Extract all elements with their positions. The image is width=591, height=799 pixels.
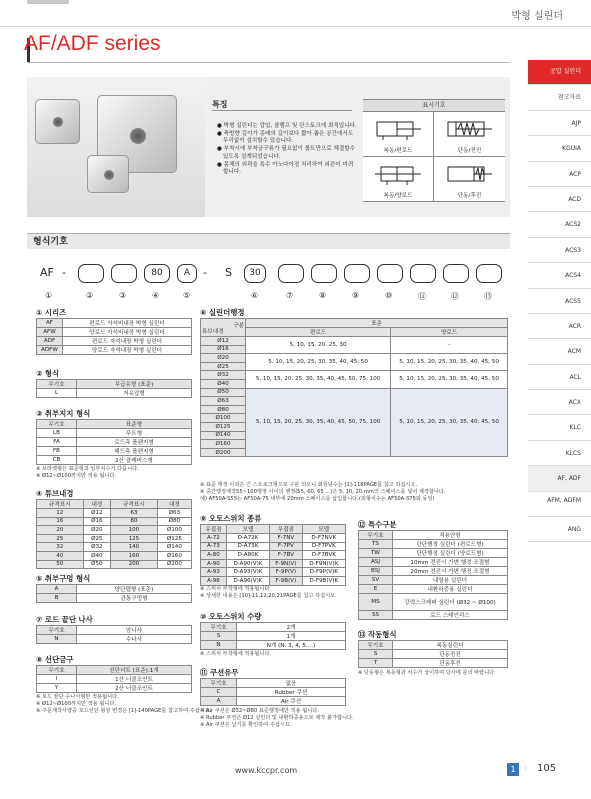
special-table: 무기호 적용안함 TS 단단행정 실린더 (편로드형) TW 단단행정 실린더 (양로드형) ASJ 10mm 전진시 가변 행정 조절형 BSJ 20mm 전진시 가변 행정 조절형 SV 내열용 실린더 E 내환하중용 실린더 MS 강력스크레퍼 실린더 (Ø32 ~ Ø100) SS 로드 스테인리스	[358, 530, 508, 620]
sidebar-item-af-adf[interactable]: AF, ADF	[528, 466, 591, 491]
cushion-note: ※ Air 쿠션은 Ø32~Ø80 표준행정에만 적용 됩니다.	[200, 708, 319, 714]
sidebar-item-klc[interactable]: KLC	[528, 415, 591, 440]
type-title: ② 형식	[36, 369, 60, 378]
features-list	[217, 123, 357, 177]
sidebar-item-acs3[interactable]: ACS3	[528, 238, 591, 263]
sidebar-item-acm[interactable]: ACM	[528, 339, 591, 364]
code-number: ③	[119, 291, 127, 300]
series-table: AF 편로드 자석비내장 박형 실린더 AFW 양로드 자석비내장 박형 실린더 ADF 편로드 자석내장 박형 실린더 ADFW 양로드 자석내장 박형 실린더	[36, 318, 192, 355]
title-underline	[27, 62, 510, 63]
sidebar-item-acd[interactable]: ACD	[528, 187, 591, 212]
rod-end-note: ※ Ø12~Ø100까지만 적용 됩니다.	[36, 701, 117, 707]
code-box-7	[278, 264, 304, 283]
code-dash: -	[62, 266, 66, 279]
page-number: 105	[537, 763, 557, 774]
code-box-12	[443, 264, 469, 283]
code-number: ⑧	[319, 291, 327, 300]
series-title: ① 시리즈	[36, 308, 67, 317]
switch-type-note: ※ 상세한 내용은 [10]-11,12,20,21PAGE를 참고 하십시오.	[200, 593, 337, 599]
special-title: ⑫ 특수구분	[358, 520, 397, 529]
sidebar-item-reference[interactable]: 참고자료	[528, 85, 591, 110]
sidebar-item-afm-adfm[interactable]: AFM, ADFM	[528, 492, 591, 517]
rod-end-table: 무기호 선단너트 (표준):1개 I 1산 너클조인트 Y 2산 너클조인트	[36, 665, 192, 693]
action-title: ⑬ 작동형식	[358, 630, 397, 639]
mounting-table: 무기호 표준형 LB 푸트형 FA 로드측 플랜지형 FB 헤드측 플랜지형 CB 2산 클레비스형	[36, 419, 192, 465]
code-box-stroke: 30	[244, 264, 266, 283]
code-box-8	[311, 264, 337, 283]
code-number: ⑩	[385, 291, 393, 300]
symbol-single-push	[434, 112, 505, 157]
type-table: 무기호 무급유형 (표준) L 저유압형	[36, 379, 192, 398]
sidebar-item-acs2[interactable]: ACS2	[528, 212, 591, 237]
code-number: ⑥	[251, 291, 259, 300]
mounting-title: ③ 취부지지 형식	[36, 409, 91, 418]
header-category: 박형 실린더	[511, 11, 563, 22]
sidebar-item-acl[interactable]: ACL	[528, 365, 591, 390]
code-box-series	[78, 264, 104, 283]
code-box-13	[476, 264, 502, 283]
code-number: ⑫	[451, 292, 459, 301]
symbol-label: 단동/후진	[457, 193, 482, 199]
feature-item: ● 축방향 길이가 종래의 길이보다 짧아 좁은 공간에서도 무리없이 설치할수 있습니다.	[217, 130, 354, 145]
footer-url[interactable]: www.kccpr.com	[235, 766, 298, 775]
sidebar	[528, 60, 591, 542]
product-photo	[27, 77, 205, 217]
code-number: ⑤	[183, 291, 191, 300]
action-table: 무기호 복동실린더 S 단동전진 T 단동후진	[358, 640, 508, 668]
sidebar-item-kguia[interactable]: KGUIA	[528, 136, 591, 161]
sidebar-item-acp[interactable]: ACP	[528, 162, 591, 187]
sidebar-item-ajp[interactable]: AJP	[528, 111, 591, 136]
bore-table: 규격표시 내경 규격표시 내경 12 Ø12 63 Ø63 16 Ø16 80 Ø80 20 Ø20 100 Ø100 25 Ø25 125 Ø125 32 Ø32 140 Ø140 40 Ø40 160 Ø160 50 Ø50 200 Ø200	[36, 499, 192, 569]
code-box-bore: 80	[144, 264, 170, 283]
cushion-title: ⑪ 쿠션유무	[200, 668, 239, 677]
sidebar-item-klcs[interactable]: KLCS	[528, 441, 591, 466]
symbol-table	[363, 99, 505, 202]
rod-thread-table: 무기호 암나사 N 수나사	[36, 625, 192, 644]
sidebar-item-acx[interactable]: ACX	[528, 390, 591, 415]
cylinder-medium	[87, 155, 129, 193]
page-title: AF/ADF series	[24, 32, 161, 55]
stroke-table: 구분 튜브내경 표준 편로드 양로드 Ø12 5, 10, 15. 20. 25, 30 - Ø16 Ø20 5, 10, 15, 20, 25, 30, 35, 40, 45, 50 5, 10, 15, 20, 25, 30, 35, 40, 45, 50 Ø25 Ø32 5, 10, 15, 20, 25, 30, 35, 40, 45, 50, 75, 100 5, 10, 15, 20, 25, 30, 35, 40, 45, 50 Ø40 Ø50 5, 10, 15, 20, 25, 30, 35, 40, 45, 50, 75, 100 5, 10, 15, 20, 25, 30, 35, 40, 45, 50 Ø63 Ø80 Ø100 Ø125 Ø140 Ø160 Ø200	[200, 318, 508, 457]
feature-item: ● 부착시에 부착금구류가 필요없이 볼트만으로 체결할수 있도록 설계되었습니다.	[217, 146, 356, 160]
code-dash: -	[203, 266, 207, 279]
rod-end-title: ⑧ 선단금구	[36, 655, 74, 664]
sidebar-item-acr[interactable]: ACR	[528, 314, 591, 339]
switch-type-title: ⑨ 오토스위치 종류	[200, 514, 262, 523]
sidebar-item-pneumatic[interactable]: 공압 실린더	[528, 60, 591, 85]
top-accent-bar	[27, 0, 69, 4]
section-title: 형식기호	[27, 233, 510, 249]
mounting-note: ※ 브라켓형은 표준형과 일부치수가 다릅니다.	[36, 466, 139, 472]
code-box-11	[410, 264, 436, 283]
rod-end-note: ※ 로드 끝단 수나사형만 적용됩니다.	[36, 694, 119, 700]
switch-qty-title: ⑩ 오토스위치 수량	[200, 612, 262, 621]
sidebar-item-acs4[interactable]: ACS4	[528, 263, 591, 288]
cushion-table: 무기호 없음 C Rubber 쿠션 A Air 쿠션	[200, 678, 346, 706]
mount-type-table: A 양단탭형 (표준) B 관통구멍형	[36, 584, 192, 603]
rod-thread-title: ⑦ 로드 끝단 나사	[36, 615, 93, 624]
mount-type-title: ⑤ 취부구멍 형식	[36, 574, 91, 583]
mounting-note: ※ Ø12~Ø100까지만 적용 됩니다.	[36, 473, 117, 479]
sidebar-item-ang[interactable]: ANG	[528, 517, 591, 542]
stroke-note: 예) AF50A-S55는 AF50A-75 내부에 20mm 스페이스를 삽입합니다.(외형치수는 AF50A-S75와 동일)	[200, 496, 435, 502]
action-note: ※ 단동형은 복동형과 치수가 상이하며 당사에 문의 바랍니다.	[358, 670, 496, 676]
code-prefix: AF	[40, 266, 54, 279]
stroke-title: ⑥ 실린더행정	[200, 308, 245, 317]
stroke-note: ※ 중간행정제작55~100행정 사이의 행정(55, 60, 65 ...)은 5, 10, 20 mm의 스페이스를 넣어 제작합니다.	[200, 489, 446, 495]
code-number: ⑦	[286, 291, 294, 300]
code-box-9	[344, 264, 370, 283]
sidebar-item-acs5[interactable]: ACS5	[528, 289, 591, 314]
rod-end-note: ※ 주문제작사양중 로드선단 형상 변경은 [1]-140PAGE를 참고하여 주십시요.	[36, 708, 212, 714]
symbol-double-single-rod	[363, 112, 434, 157]
code-s: S	[225, 266, 232, 279]
code-box-10	[377, 264, 403, 283]
code-number: ④	[152, 291, 160, 300]
page-separator: ·	[524, 764, 527, 773]
features-divider	[212, 110, 352, 111]
switch-qty-note: ※ 스위치 부착형에 적용됩니다.	[200, 651, 272, 657]
header-divider	[0, 26, 591, 27]
stroke-note: ※ 표준 행정 이외은 긴 스트로크형으로 구분 되오니 회원님수는 [1]-118PAGE를 참고 하십시오.	[200, 482, 418, 488]
code-number: ①	[45, 291, 53, 300]
code-number: ⑨	[352, 291, 360, 300]
chapter-badge: 1	[507, 763, 519, 776]
symbol-label: 단동/전진	[457, 148, 482, 154]
symbol-single-pull	[434, 157, 505, 202]
code-box-mount: A	[177, 264, 197, 283]
code-number: ⑬	[484, 292, 492, 301]
feature-item: ● 박형 실린더는 압입, 클램프 및 단스토크에 최적입니다.	[217, 123, 357, 129]
features-title: 특징	[212, 100, 228, 109]
code-box-type	[111, 264, 137, 283]
code-number: ②	[86, 291, 94, 300]
bore-title: ④ 튜브내경	[36, 489, 74, 498]
cushion-note: ※ Rubber 쿠션은 Ø12 실린더 및 내환하중용으로 제작 불가합니다.	[200, 715, 354, 721]
cylinder-small	[35, 99, 80, 144]
cushion-note: ※ Air 쿠션은 납기를 확인하여 주십시요.	[200, 722, 292, 728]
symbol-label: 복동/편로드	[383, 148, 413, 154]
switch-type-table: 유접점 모델 무접점 모델 A-72 D-A72K F-7NV D-F7NVK A-73 D-A73K F-7PV D-F7PVK A-80 D-A80K F-7BV D-F7BVK A-90 D-A90(V)K F-9N(V) D-F9N(V)K A-93 D-A93(V)K F-9P(V) D-F9P(V)K A-96 D-A96(V)K F-9B(V) D-F9B(V)K	[200, 524, 346, 586]
symbol-table-title: 표시기호	[363, 99, 505, 112]
switch-qty-table: 무기호 2개 S 1개 N N개 (N: 3, 4, 5....)	[200, 622, 346, 650]
symbol-label: 복동/양로드	[383, 193, 413, 199]
symbol-double-double-rod	[363, 157, 434, 202]
feature-item: ● 몸체의 외곽을 특수 아노다이징 처리하여 외관이 미려합니다.	[217, 161, 354, 176]
switch-type-note: ※ 스위치 부착형에 적용됩니다.	[200, 586, 272, 592]
code-number: ⑪	[418, 292, 426, 301]
